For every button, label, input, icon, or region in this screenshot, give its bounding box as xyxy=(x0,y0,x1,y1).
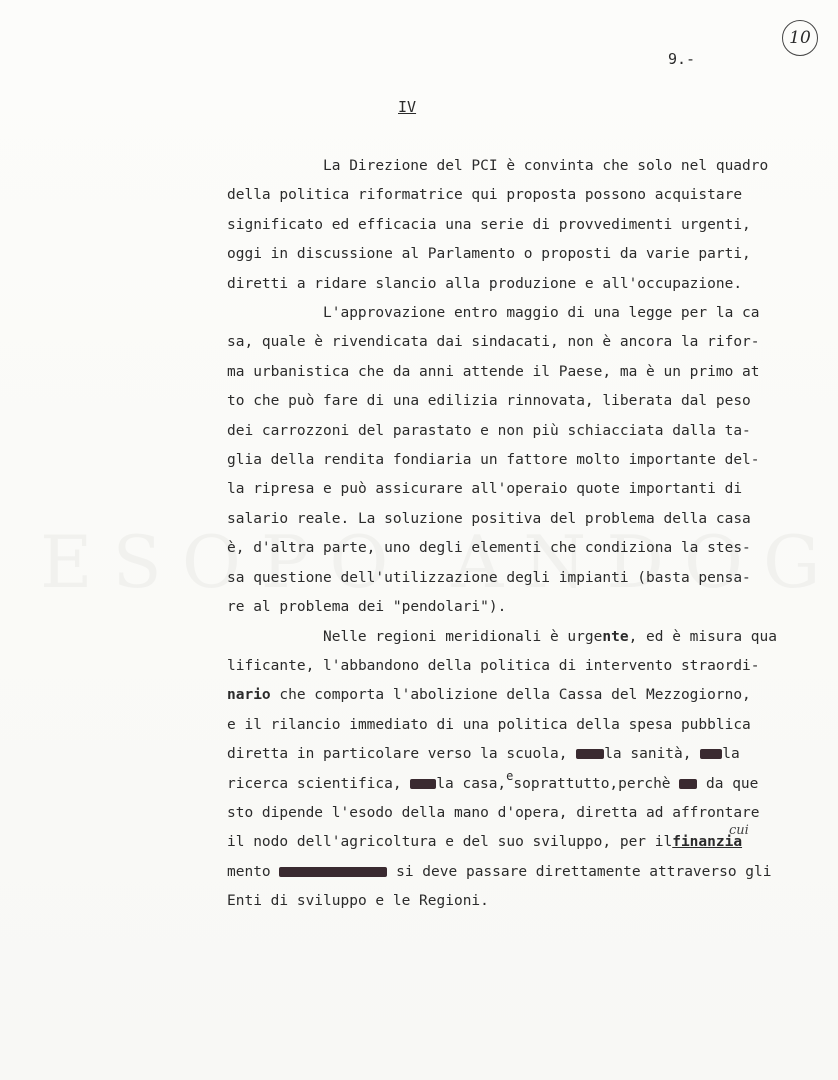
text-span: la xyxy=(722,746,740,763)
section-title: IV xyxy=(398,98,417,116)
overtyped-text: finanzia xyxy=(672,834,743,851)
text-line: oggi in discussione al Parlamento o proposti da varie parti, xyxy=(227,246,751,263)
text-line: è, d'altra parte, uno degli elementi che condiziona la stes- xyxy=(227,540,751,557)
text-span: , ed è misura qua xyxy=(628,628,777,645)
text-span: diretta in particolare verso la scuola, xyxy=(227,746,577,763)
redaction-mark xyxy=(279,867,387,877)
overtyped-text: nte xyxy=(602,628,629,645)
text-line: re al problema dei "pendolari"). xyxy=(227,599,507,616)
text-span: Nelle regioni meridionali è urge xyxy=(323,628,603,645)
text-span: che comporta l'abolizione della Cassa del Mezzogiorno, xyxy=(270,687,751,704)
text-line: ma urbanistica che da anni attende il Paese, ma è un primo at xyxy=(227,363,760,380)
circled-page-stamp: 10 xyxy=(782,20,818,56)
handwritten-note: cui xyxy=(729,823,749,839)
overtyped-text: nario xyxy=(227,687,271,704)
text-line: Enti di sviluppo e le Regioni. xyxy=(227,893,489,910)
text-line: dei carrozzoni del parastato e non più schiacciata dalla ta- xyxy=(227,422,751,439)
text-line: e il rilancio immediato di una politica della spesa pubblica xyxy=(227,716,751,733)
text-span: la casa, xyxy=(436,775,507,792)
text-line xyxy=(227,858,807,887)
text-line: La Direzione del PCI è convinta che solo nel quadro xyxy=(323,158,769,174)
text-span: da que xyxy=(697,775,759,792)
text-span: il nodo dell'agricoltura e del suo sviluppo, per il xyxy=(227,834,673,851)
text-line: sa, quale è rivendicata dai sindacati, non è ancora la rifor- xyxy=(227,334,760,351)
text-line: salario reale. La soluzione positiva del problema della casa xyxy=(227,510,751,527)
text-line: sto dipende l'esodo della mano d'opera, diretta ad affrontare xyxy=(227,804,760,821)
text-line xyxy=(227,770,807,799)
redaction-mark xyxy=(576,749,604,759)
text-line xyxy=(227,681,807,710)
text-line: lificante, l'abbandono della politica di intervento straordi- xyxy=(227,657,760,674)
text-line xyxy=(227,740,807,769)
text-span: soprattutto,perchè xyxy=(513,775,680,792)
redaction-mark xyxy=(700,749,722,759)
text-span: ricerca scientifica, xyxy=(227,775,411,792)
text-line: glia della rendita fondiaria un fattore molto importante del- xyxy=(227,452,760,469)
text-line xyxy=(227,623,807,652)
text-line: sa questione dell'utilizzazione degli impianti (basta pensa- xyxy=(227,569,751,586)
page-number: 9.- xyxy=(668,50,696,68)
text-line: L'approvazione entro maggio di una legge per la ca xyxy=(323,305,760,322)
text-line: la ripresa e può assicurare all'operaio quote importanti di xyxy=(227,481,743,498)
text-line: della politica riformatrice qui proposta possono acquistare xyxy=(227,187,743,204)
handwritten-insertion: e xyxy=(506,768,514,783)
text-span: la sanità, xyxy=(604,746,701,763)
redaction-mark xyxy=(679,779,697,789)
text-span: mento xyxy=(227,863,280,880)
text-line: to che può fare di una edilizia rinnovata, liberata dal peso xyxy=(227,393,751,410)
text-span: si deve passare direttamente attraverso gli xyxy=(387,863,772,880)
text-line: significato ed efficacia una serie di provvedimenti urgenti, xyxy=(227,216,751,233)
body-text xyxy=(227,152,807,917)
text-line xyxy=(227,823,807,857)
redaction-mark xyxy=(410,779,436,789)
text-line: diretti a ridare slancio alla produzione e all'occupazione. xyxy=(227,275,743,292)
